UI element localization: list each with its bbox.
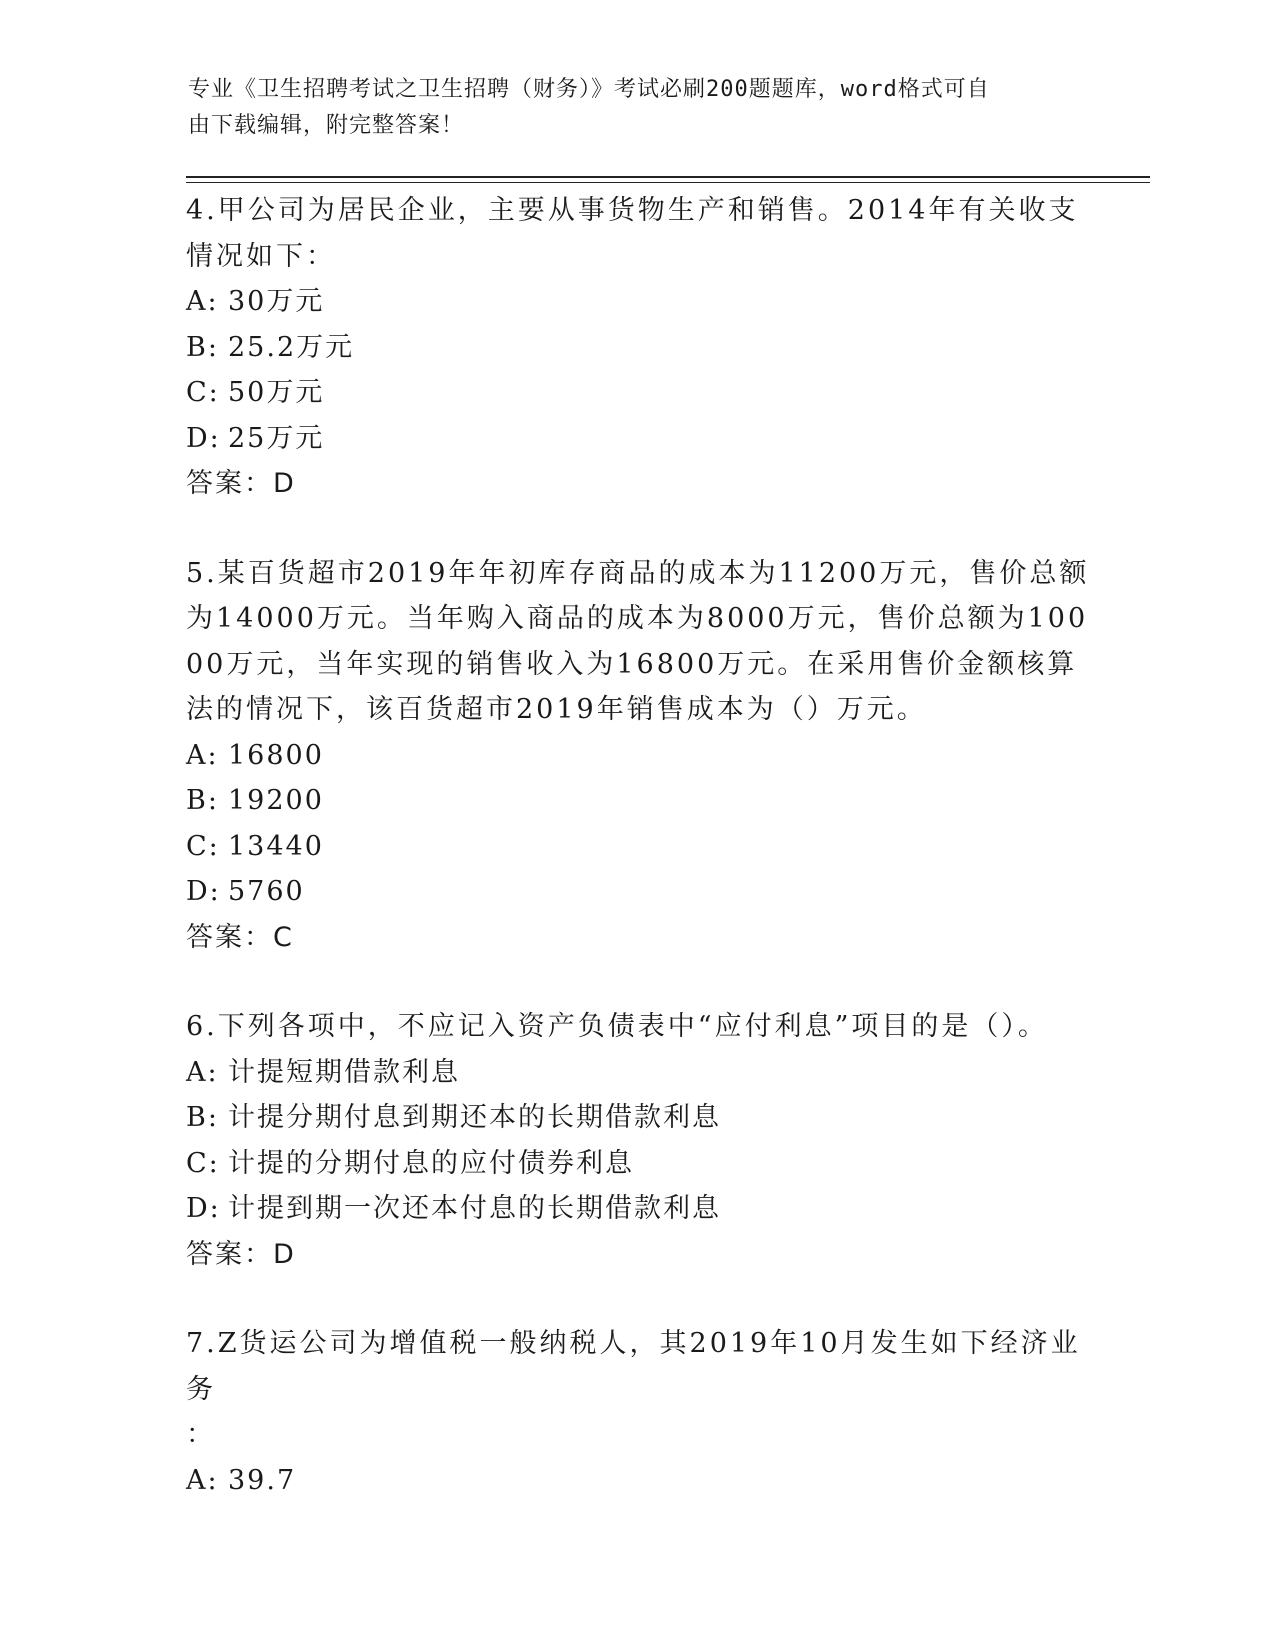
question-6 [186,1004,1106,1277]
option-value: 25万元 [228,422,325,454]
question-5-option-c [186,824,1106,870]
question-5-option-d [186,869,1106,915]
option-value: 13440 [228,830,324,862]
question-4-text: 4.甲公司为居民企业，主要从事货物生产和销售。2014年有关收支情况如下： [186,195,1079,272]
question-4-option-b [186,325,1106,371]
question-5-option-a [186,733,1106,779]
option-value: 计提分期付息到期还本的长期借款利息 [228,1102,721,1133]
question-6-option-b [186,1095,1106,1141]
option-key: A: [186,739,219,771]
question-6-option-d [186,1186,1106,1232]
option-value: 50万元 [228,377,325,408]
option-key: C: [186,377,220,408]
option-key: B: [186,785,219,816]
option-key: B: [186,1102,219,1133]
option-key: D: [186,422,221,454]
question-4-option-a [186,279,1106,325]
question-4-option-d [186,416,1106,462]
option-key: A: [186,1056,219,1088]
option-value: 30万元 [228,286,325,317]
option-key: B: [186,331,219,363]
header-line-2: 由下载编辑，附完整答案！ [188,113,465,138]
question-5-answer: 答案：C [186,921,294,953]
question-6-option-c [186,1141,1106,1187]
option-key: D: [186,876,221,907]
question-5 [186,551,1106,961]
header-divider-thick [186,176,1150,178]
option-value: 5760 [228,876,305,907]
question-4-option-c [186,370,1106,416]
option-value: 计提短期借款利息 [228,1056,460,1088]
option-key: C: [186,830,220,862]
question-list [186,188,1106,1503]
question-spacer [186,507,1106,551]
header-line-1: 专业《卫生招聘考试之卫生招聘（财务）》考试必刷200题题库，word格式可自 [188,77,990,102]
option-key: C: [186,1147,220,1179]
question-6-text: 6.下列各项中，不应记入资产负债表中“应付利息”项目的是（）。 [186,1011,1048,1042]
option-value: 计提的分期付息的应付债券利息 [228,1147,634,1179]
option-key: A: [186,1464,219,1496]
question-4 [186,188,1106,507]
question-5-text: 5.某百货超市2019年年初库存商品的成本为11200万元，售价总额为14000万元。当年购入商品的成本为8000万元，售价总额为10000万元，当年实现的销售收入为16800万元。在采用售价金额核算法的情况下，该百货超市2019年销售成本为（）万元。 [186,557,1090,725]
question-7-option-a [186,1458,1106,1504]
question-spacer [186,1277,1106,1321]
question-5-option-b [186,778,1106,824]
option-value: 16800 [228,739,324,771]
question-4-answer: 答案：D [186,468,296,499]
question-6-answer: 答案：D [186,1238,296,1270]
option-value: 39.7 [228,1464,297,1496]
header-divider-thin [186,182,1150,183]
option-key: D: [186,1193,221,1224]
option-key: A: [186,286,219,317]
option-value: 计提到期一次还本付息的长期借款利息 [228,1193,721,1224]
option-value: 25.2万元 [228,331,355,363]
option-value: 19200 [228,785,324,816]
document-header [188,72,1068,144]
question-7 [186,1321,1106,1503]
question-spacer [186,960,1106,1004]
question-7-text: 7.Z货运公司为增值税一般纳税人，其2019年10月发生如下经济业务 ： [186,1328,1081,1450]
question-6-option-a [186,1050,1106,1096]
